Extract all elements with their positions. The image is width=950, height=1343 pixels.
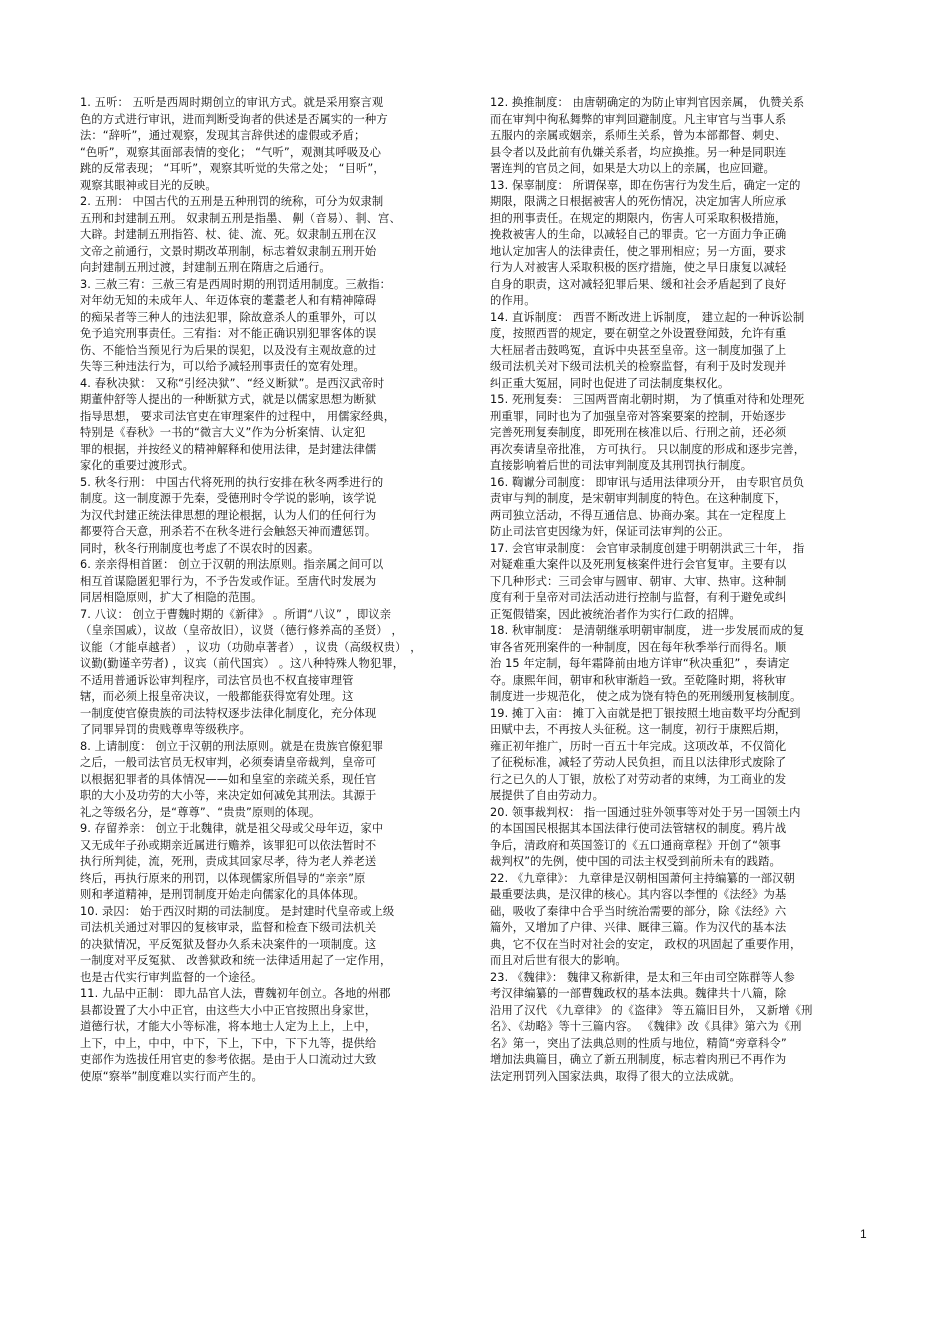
text-line: 伤、不能恰当预见行为后果的误犯，以及没有主观故意的过: [80, 343, 377, 357]
text-line: 县都设置了大小中正官，由这些大小中正官按照出身家世，: [80, 1003, 377, 1017]
text-line: 18. 秋审制度： 是清朝继承明朝审制度， 进一步发展而成的复: [490, 624, 805, 637]
text-line: 司法机关通过对罪囚的复核审录，监督和检查下级司法机关: [80, 921, 377, 934]
text-line: 担的刑事责任。在规定的期限内，伤害人可采取积极措施，: [490, 211, 787, 225]
text-line: 考汉律编纂的一部曹魏政权的基本法典。魏律共十八篇，除: [490, 987, 787, 1000]
left-column: [80, 95, 472, 1085]
text-line: 5. 秋冬行刑： 中国古代将死刑的执行安排在秋冬两季进行的: [80, 475, 384, 489]
text-line: 失等三种违法行为，可以给予减轻刑事责任的宽宥处理。: [80, 360, 365, 373]
text-line: 也是古代实行审判监督的一个途径。: [80, 970, 263, 984]
text-line: 责审与判的制度，是宋朝审判制度的特色。在这种制度下，: [490, 492, 787, 505]
text-line: 4. 春秋决狱： 又称“引经决狱”、“经义断狱”。是西汉武帝时: [80, 376, 385, 390]
text-line: 完善死刑复奏制度，即死刑在核准以后、行刑之前，还必须: [490, 426, 787, 439]
text-line: 地认定加害人的法律责任，使之罪刑相应；另一方面，要求: [490, 244, 787, 258]
text-line: 以根据犯罪者的具体情况——如和皇室的亲疏关系，现任官: [80, 772, 377, 786]
text-line: 署连判的官员之间，如果是大功以上的亲属，也应回避。: [490, 162, 775, 175]
text-line: 的本国国民根据其本国法律行使司法管辖权的制度。鸦片战: [490, 822, 787, 835]
text-line: 了征税标准，减轻了劳动人民负担，而且以法律形式废除了: [490, 756, 787, 769]
text-line: 的作用。: [490, 294, 536, 307]
text-line: 名》、《劫略》等十三篇内容。 《魏律》改《具律》第六为《刑: [490, 1020, 802, 1033]
text-line: 治 15 年定制，每年霜降前由地方详审“秋决重犯” ，奏请定: [490, 657, 790, 670]
text-line: 直接影响着后世的司法审判制度及其刑罚执行制度。: [490, 459, 753, 472]
right-column: [490, 95, 870, 1085]
text-line: 期董仲舒等人提出的一种断狱方式，就是以儒家思想为断狱: [80, 393, 377, 406]
text-line: 础，吸收了秦律中合乎当时统治需要的部分，除《法经》六: [490, 904, 787, 918]
text-line: 篇外，又增加了户律、兴律、厩律三篇。作为汉代的基本法: [490, 921, 787, 934]
text-line: 17. 会官审录制度： 会官审录制度创建于明朝洪武三十年， 指: [490, 541, 805, 555]
text-line: 向封建制五刑过渡，封建制五刑在隋唐之后通行。: [80, 261, 331, 274]
text-line: 22. 《九章律》： 九章律是汉朝相国萧何主持编纂的一部汉朝: [490, 871, 795, 885]
text-line: 刑重罪，同时也为了加强皇帝对答案要案的控制，开始逐步: [490, 409, 787, 423]
text-line: 了同罪异罚的贵贱尊卑等级秩序。: [80, 723, 251, 736]
text-line: 行为人对被害人采取积极的医疗措施，使之早日康复以减轻: [490, 261, 787, 274]
text-line: 都要符合天意，刑杀若不在秋冬进行会触怒天神而遭惩罚。: [80, 525, 377, 538]
text-line: 9. 存留养亲： 创立于北魏律，就是祖父母或父母年迈，家中: [80, 822, 384, 835]
text-line: 防止司法官吏因缘为奸，保证司法审判的公正。: [490, 525, 730, 538]
text-line: 级司法机关对下级司法机关的检察监督，有利于及时发现并: [490, 360, 787, 373]
text-line: 19. 摊丁入亩： 摊丁入亩就是把丁银按照土地亩数平均分配到: [490, 706, 801, 720]
text-line: 度，按照西晋的规定，要在朝堂之外设置登闻鼓，允许有重: [490, 327, 787, 340]
text-line: 6. 亲亲得相首匿： 创立于汉朝的刑法原则。指亲属之间可以: [80, 558, 384, 571]
text-line: 田赋中去，不再按人头征税。这一制度，初行于康熙后期，: [490, 723, 787, 736]
text-line: 纠正重大冤屈，同时也促进了司法制度集权化。: [490, 376, 730, 390]
text-line: 县令者以及此前有仇嫌关系者，均应换推。另一种是同职连: [490, 145, 787, 159]
text-line: 使原“察举”制度难以实行而产生的。: [80, 1069, 263, 1083]
text-line: 法：“辞听”，通过观察，发现其言辞供述的虚假或矛盾；: [80, 129, 366, 142]
text-line: 争后，清政府和英国签订的《五口通商章程》开创了“领事: [490, 838, 781, 852]
text-line: 观察其眼神或目光的反映。: [80, 178, 217, 192]
text-line: 再次奏请皇帝批准， 方可执行。 只以制度的形成和逐步完善，: [490, 442, 806, 456]
text-line: 的决狱情况，平反冤狱及督办久系未决案件的一项制度。这: [80, 937, 377, 951]
text-line: 色的方式进行审讯，进而判断受询者的供述是否属实的一种方: [80, 112, 388, 126]
text-line: 雍正初年推广，历时一百五十年完成。这项改革，不仅简化: [490, 739, 787, 753]
text-line: 对疑难重大案件以及死刑复核案件进行会官复审。主要有以: [490, 558, 787, 571]
text-line: 制度进一步规范化， 使之成为饶有特色的死刑缓刑复核制度。: [490, 690, 802, 703]
text-line: 罪的根据，并按经义的精神解释和使用法律，是封建法律儒: [80, 442, 377, 456]
text-line: 不适用普通诉讼审判程序，司法官员也不权直接审理管: [80, 673, 354, 687]
text-line: 对年幼无知的未成年人、年迈体衰的耄耋老人和有精神障碍: [80, 294, 377, 307]
text-line: 20. 领事裁判权： 指一国通过驻外领事等对处于另一国领土内: [490, 805, 801, 819]
text-line: 上下，中上，中中，中下，下上，下中，下下九等，提供给: [80, 1036, 377, 1050]
text-line: 同居相隐原则，扩大了相隐的范围。: [80, 591, 263, 604]
text-line: 道德行状，才能大小等标准，将本地士人定为上上，上中，: [80, 1020, 377, 1033]
text-line: 8. 上请制度： 创立于汉朝的刑法原则。就是在贵族官僚犯罪: [80, 739, 384, 753]
text-line: 文帝之前通行，文景时期改革刑制，标志着奴隶制五刑开始: [80, 244, 377, 258]
text-line: 议勤(勤谨辛劳者) ，议宾（前代国宾） 。这八种特殊人物犯罪，: [80, 657, 405, 670]
text-line: 免予追究刑事责任。三宥指：对不能正确识别犯罪客体的误: [80, 327, 377, 340]
text-line: 裁判权”的先例，使中国的司法主权受到前所未有的践踏。: [490, 855, 781, 868]
text-line: 增加法典篇目，确立了新五刑制度，标志着肉刑已不再作为: [490, 1053, 787, 1066]
text-line: 五服内的亲属或姻亲，系师生关系，曾为本部都督、刺史、: [490, 129, 787, 142]
text-line: “色听”，观察其面部表情的变化； “气听”，观测其呼吸及心: [80, 145, 382, 159]
text-line: 2. 五刑： 中国古代的五刑是五种刑罚的统称，可分为奴隶制: [80, 195, 384, 208]
text-line: 7. 八议： 创立于曹魏时期的《新律》 。所谓“八议” ，即议亲: [80, 607, 392, 621]
text-line: 3. 三赦三宥：三赦三宥是西周时期的刑罚适用制度。三赦指：: [80, 277, 391, 291]
text-line: 期限，限满之日根据被害人的死伤情况，决定加害人所应承: [490, 195, 787, 208]
text-line: 23. 《魏律》： 魏律又称新律，是太和三年由司空陈群等人参: [490, 970, 795, 984]
text-line: 的痴呆者等三种人的违法犯罪，除故意杀人的重罪外，可以: [80, 310, 377, 324]
text-line: 辖，而必须上报皇帝决议，一般都能获得宽宥处理。这: [80, 690, 354, 703]
text-line: 行之已久的人丁银，放松了对劳动者的束缚，为工商业的发: [490, 772, 787, 786]
text-line: 则和孝道精神，是刑罚制度开始走向儒家化的具体体现。: [80, 888, 365, 901]
text-line: 16. 鞫谳分司制度： 即审讯与适用法律项分开， 由专职官员负: [490, 475, 805, 489]
text-line: 典，它不仅在当时对社会的安定， 政权的巩固起了重要作用，: [490, 937, 802, 951]
text-line: 家化的重要过渡形式。: [80, 459, 194, 472]
text-line: 度有利于皇帝对司法活动进行控制与监督，有利于避免或纠: [490, 591, 787, 604]
text-line: 挽救被害人的生命，以减轻自己的罪责。它一方面力争正确: [490, 228, 787, 241]
text-line: 下几种形式：三司会审与圆审、朝审、大审、热审。这种制: [490, 574, 787, 588]
text-line: 正冤假错案，因此被统治者作为实行仁政的招牌。: [490, 607, 741, 621]
text-line: 五刑和封建制五刑。 奴隶制五刑是指墨、 劓（音易）、剕、宫、: [80, 211, 401, 225]
text-line: （皇亲国戚），议故（皇帝故旧），议贤（德行修养高的圣贤） ，: [80, 624, 403, 637]
text-line: 而在审判中徇私舞弊的审判回避制度。凡主审官与当事人系: [490, 112, 787, 126]
text-line: 职的大小及功劳的大小等，来决定如何减免其刑法。其源于: [80, 789, 377, 802]
text-line: 跳的反常表现； “耳听”，观察其听觉的失常之处； “目听”，: [80, 162, 385, 175]
text-line: 吏部作为选拔任用官吏的参考依据。是由于人口流动过大致: [80, 1053, 377, 1066]
text-line: 审各省死刑案件的一种制度，因在每年秋季举行而得名。顺: [490, 640, 787, 654]
text-line: 14. 直诉制度： 西晋不断改进上诉制度， 建立起的一种诉讼制: [490, 310, 805, 324]
text-line: 最重要法典，是汉律的核心。其内容以李悝的《法经》为基: [490, 888, 787, 901]
text-line: 特别是《春秋》一书的“微言大义”作为分析案情、认定犯: [80, 426, 366, 439]
text-line: 1. 五听： 五听是西周时期创立的审讯方式。就是采用察言观: [80, 96, 384, 109]
text-line: 11. 九品中正制： 即九品官人法，曹魏初年创立。各地的州郡: [80, 987, 391, 1000]
text-line: 12. 换推制度： 由唐朝确定的为防止审判官因亲属， 仇赞关系: [490, 96, 805, 109]
text-line: 之后，一般司法官员无权审判，必须奏请皇帝裁判，皇帝可: [80, 756, 377, 769]
text-line: 又无成年子孙或期亲近属进行赡养，该罪犯可以依法暂时不: [80, 838, 377, 852]
text-line: 为汉代封建正统法律思想的理论根据，认为人们的任何行为: [80, 508, 377, 522]
text-line: 而且对后世有很大的影响。: [490, 954, 627, 967]
text-line: 10. 录囚： 始于西汉时期的司法制度。 是封建时代皇帝或上级: [80, 904, 395, 918]
text-line: 沿用了汉代 《九章律》 的《盗律》 等五篇旧目外， 又新增《刑: [490, 1003, 813, 1017]
text-line: 13. 保辜制度： 所谓保辜，即在伤害行为发生后，确定一定的: [490, 178, 801, 192]
text-line: 制度。这一制度源于先秦，受德刑时令学说的影响，该学说: [80, 492, 377, 505]
text-line: 一制度对平反冤狱、 改善狱政和统一法律适用起了一定作用，: [80, 954, 392, 967]
page-number: 1: [860, 1227, 867, 1241]
text-line: 议能（才能卓越者） ，议功（功勋卓著者） ，议贵（高级权贵） ，: [80, 640, 422, 654]
text-line: 大枉屈者击鼓鸣冤，直诉中央甚至皇帝。这一制度加强了上: [490, 343, 787, 357]
text-line: 执行所判徒，流，死刑，责成其回家尽孝，待为老人养老送: [80, 855, 377, 868]
text-line: 自身的职责，这对减轻犯罪后果、缓和社会矛盾起到了良好: [490, 277, 787, 291]
text-line: 相互首谋隐匿犯罪行为，不予告发或作证。至唐代时发展为: [80, 574, 377, 588]
text-line: 同时，秋冬行刑制度也考虑了不误农时的因素。: [80, 541, 320, 555]
text-line: 法定刑罚列入国家法典，取得了很大的立法成就。: [490, 1069, 741, 1083]
text-line: 礼之等级名分，是“尊尊”、“贵贵”原则的体现。: [80, 805, 321, 819]
text-line: 展提供了自由劳动力。: [490, 789, 604, 802]
text-line: 15. 死刑复奏： 三国两晋南北朝时期， 为了慎重对待和处理死: [490, 393, 805, 406]
text-line: 一制度使官僚贵族的司法特权逐步法律化制度化，充分体现: [80, 706, 377, 720]
text-line: 大辟。封建制五刑指笞、杖、徒、流、死。奴隶制五刑在汉: [80, 228, 377, 241]
text-line: 名》第一，突出了法典总则的性质与地位，精简“旁章科令”: [490, 1036, 787, 1050]
text-line: 终后，再执行原来的刑罚，以体现儒家所倡导的“亲亲”原: [80, 871, 366, 885]
text-line: 指导思想， 要求司法官吏在审理案件的过程中， 用儒家经典，: [80, 409, 396, 423]
text-line: 两司独立活动，不得互通信息、协商办案。其在一定程度上: [490, 508, 787, 522]
text-line: 夺。康熙年间，朝审和秋审渐趋一致。至乾隆时期，将秋审: [490, 673, 787, 687]
